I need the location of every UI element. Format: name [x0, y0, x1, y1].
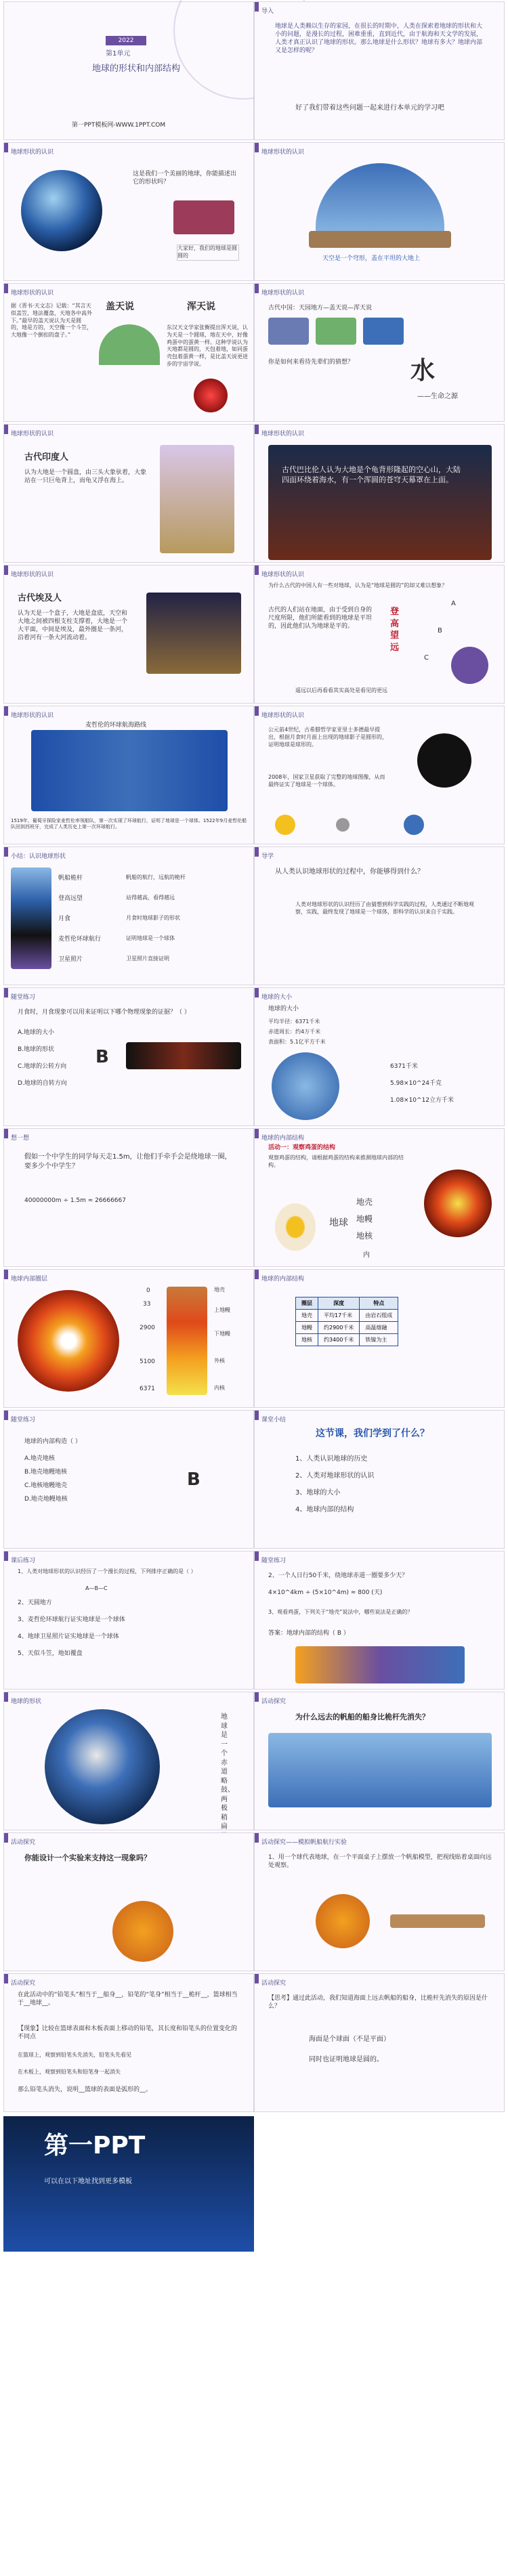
question: 从人类认识地球形状的过程中，你能够得到什么？ [275, 868, 424, 876]
slide-5[interactable] [3, 283, 254, 422]
slide-header: 地球形状的认识 [261, 290, 305, 297]
slide-header: 地球的形状 [11, 1698, 42, 1705]
slide-number-bar [255, 284, 259, 293]
option-b[interactable]: B.地壳地幔地核 [24, 1469, 68, 1476]
dome-illustration [316, 163, 444, 238]
slide-18[interactable] [254, 1128, 505, 1267]
ball-image [316, 1894, 370, 1948]
summary-item: 3、地球的大小 [295, 1489, 341, 1497]
label-inner-core: 内核 [214, 1385, 225, 1391]
vertical-title: 登高望远 [390, 607, 400, 653]
ball-image [112, 1901, 173, 1962]
table-cell: 约3400千米 [318, 1334, 360, 1346]
slide-22[interactable] [254, 1410, 505, 1549]
table-cell: 地壳 [296, 1310, 318, 1322]
slide-number-bar [255, 1551, 259, 1561]
question-3: 3、观看鸡蛋，下列关于“地壳”说法中，哪些说法是正确的？ [268, 1609, 413, 1615]
egypt-title: 古代埃及人 [18, 593, 62, 603]
slide-header: 地球的内部结构 [261, 1276, 305, 1283]
table-cell: 平均17千米 [318, 1310, 360, 1322]
option-d[interactable]: D.地球的自转方向 [18, 1080, 67, 1087]
option-a[interactable]: A.地壳地核 [24, 1455, 55, 1462]
depth-2900: 2900 [140, 1325, 155, 1331]
row-2: 赤道周长：约4万千米 [268, 1029, 321, 1035]
slide-13[interactable] [3, 846, 254, 985]
right-text: 东汉天文学家张衡提出浑天说，认为天是一个圆球，地在天中，好像鸡蛋中的蛋黄一样。这种学说认为天地都是圆的，天包着地，如同蛋壳包着蛋黄一样，是比盖天说更进步的宇宙学说。 [167, 324, 248, 367]
slide-number-bar [4, 1833, 8, 1843]
answer-3: 答案：地球内部的结构（ B ） [268, 1630, 350, 1637]
slide-header: 课堂小结 [261, 1417, 287, 1423]
ad-footer[interactable] [3, 2116, 254, 2252]
earth-layers [18, 1290, 119, 1392]
fact-1: 公元前4世纪，古希腊哲学家亚里士多德最早提出，根据月食时月面上出现的地球影子是圆形的，证明地球是球形的。 [268, 727, 387, 748]
huntian-title: 浑天说 [187, 301, 215, 312]
slide-number-bar [255, 1411, 259, 1420]
moon-icon [336, 818, 350, 832]
earth-photo [45, 1709, 160, 1824]
slide-header: 地球形状的认识 [261, 572, 305, 578]
layer-bar [167, 1287, 207, 1395]
item-1: 帆船桅杆 [58, 875, 83, 882]
slide-title: 地球的形状和内部结构 [92, 64, 181, 74]
table-cell: 地核 [296, 1334, 318, 1346]
item-5-desc: 卫星照片直接证明 [126, 956, 169, 962]
slide-number-bar [4, 1270, 8, 1279]
slide-9[interactable] [3, 565, 254, 704]
question: 为什么远去的帆船的船身比桅杆先消失？ [295, 1713, 429, 1721]
slide-30[interactable] [254, 1973, 505, 2112]
map-title: 麦哲伦的环球航海路线 [85, 722, 147, 729]
question-2: 2、一个人日行50千米，绕地球赤道一圈要多少天？ [268, 1572, 408, 1579]
slide-number-bar [4, 847, 8, 857]
slide-29[interactable] [3, 1973, 254, 2112]
side-text: 地球是一个赤道略鼓、两极稍扁 [221, 1713, 234, 1830]
eclipse-image [417, 733, 471, 788]
slide-number-bar [255, 143, 259, 152]
slide-number-bar [255, 988, 259, 997]
slide-10[interactable] [254, 565, 505, 704]
slide-number-bar [255, 1129, 259, 1138]
slide-24[interactable] [254, 1551, 505, 1690]
slide-number-bar [255, 847, 259, 857]
slide-14[interactable] [254, 846, 505, 985]
slide-header: 活动探究 [261, 1980, 287, 1987]
paragraph-3: 同时也证明地球是圆的。 [309, 2056, 383, 2063]
slide-4[interactable] [254, 142, 505, 281]
paragraph-4: 在木板上，观察到铅笔头和铅笔身一起消失 [18, 2069, 121, 2075]
slide-header: 地球形状的认识 [261, 431, 305, 437]
slide-number-bar [255, 1974, 259, 1983]
left-text: 据《晋书·天文志》记载：“其言天似盖笠，地法覆盘，天地各中高外下。”最早的盖天说认为天是圆的，地是方的，天空像一个斗笠，大地像一个倒扣的盘子。” [11, 303, 92, 339]
question-text: 这是我们一个美丽的地球，你能描述出它的形状吗？ [133, 171, 237, 186]
question: 为什么古代的中国人有一些对地球，认为是“地球是圆的”的却又难以想象？ [268, 582, 448, 588]
core-label: 地核 [356, 1231, 373, 1241]
slide-number-bar [4, 284, 8, 293]
label-crust: 地壳 [214, 1287, 225, 1293]
slide-header: 地球形状的认识 [11, 290, 54, 297]
water-sub: ——生命之源 [417, 393, 458, 400]
summary-item: 2、人类对地球形状的认识 [295, 1472, 375, 1480]
slide-header: 地球形状的认识 [11, 712, 54, 719]
answer: 人类对地球形状的认识经历了由猜想到科学实践的过程，人类通过不断地观察，实践，最终发现了地球是一个球体，即科学的认识来自于实践。 [295, 901, 474, 915]
inner-label: 内 [363, 1251, 370, 1259]
slide-17[interactable] [3, 1128, 254, 1267]
exercise-item: 2、天圆地方 [18, 1600, 52, 1606]
earth-icon [404, 815, 424, 835]
layer-table [295, 1297, 398, 1346]
item-2-desc: 站得越高，看得越远 [126, 895, 175, 901]
crust-label: 地壳 [356, 1197, 373, 1207]
slide-header: 地球的内部结构 [261, 1135, 305, 1142]
slide-16[interactable] [254, 987, 505, 1126]
option-d[interactable]: D.地壳地幔地核 [24, 1496, 68, 1503]
site-url: 第一PPT模板网-WWW.1PPT.COM [72, 122, 166, 129]
footer-text: 1519年，葡萄牙探险家麦哲伦率领船队，第一次实现了环球航行，证明了地球是一个球体。1522年9月麦哲伦船队回到西班牙，完成了人类历史上第一次环球航行。 [11, 818, 247, 830]
slide-26[interactable] [254, 1692, 505, 1830]
value-1: 6371千米 [390, 1063, 418, 1070]
label-outer-core: 外核 [214, 1358, 225, 1364]
paragraph-3: 在篮球上，观察到铅笔头先消失，铅笔头先看见 [18, 2052, 131, 2058]
row-1: 平均半径：6371千米 [268, 1018, 320, 1025]
label-b: B [438, 627, 442, 635]
activity-title: 活动一：观察鸡蛋的结构 [268, 1144, 336, 1151]
babylon-image [268, 445, 492, 560]
bottom-text: 遥远以后再看看其实高处是看见的更远 [295, 687, 387, 693]
slide-21[interactable] [3, 1410, 254, 1549]
table-cell: 由岩石组成 [360, 1310, 398, 1322]
board-image [390, 1914, 485, 1928]
question: 月食时，月食现象可以用来证明以下哪个物理现象的证据？（ ） [18, 1009, 190, 1016]
india-body: 认为大地是一个圆盘，由三头大象驮着，大象站在一只巨龟背上，而龟又浮在海上。 [24, 469, 147, 485]
diagram-image [295, 1646, 465, 1683]
slide-header: 地球形状的认识 [11, 431, 54, 437]
table-cell: 铁镍为主 [360, 1334, 398, 1346]
slide-number-bar [4, 143, 8, 152]
egg-image [275, 1203, 316, 1251]
slide-number-bar [255, 1833, 259, 1843]
slide-header: 活动探究 [261, 1698, 287, 1705]
callout-box [173, 200, 234, 234]
slide-number-bar [255, 2, 259, 12]
exercise-item: 3、麦哲伦环球航行证实地球是一个球体 [18, 1616, 125, 1623]
depth-6371: 6371 [140, 1386, 155, 1392]
exercise-item: 5、天似斗笠，地如覆盘 [18, 1650, 83, 1657]
slide-number-bar [255, 706, 259, 716]
row-3: 表面积：5.1亿平方千米 [268, 1039, 326, 1045]
india-illustration [160, 445, 234, 553]
answer-letter: B [187, 1469, 200, 1490]
table-header: 特点 [360, 1297, 398, 1310]
side-text: 古代的人们站在地面，由于受到自身的尺度所限，他们所能看到的地球是平坦的，因此他们认为地球是平的。 [268, 607, 373, 630]
note-text: 你是如何来看待先辈们的猜想？ [268, 359, 354, 366]
paragraph-1: 在此活动中的“铅笔头”相当于__船身__，铅笔的“笔身”相当于__桅杆__，篮球相当于__地球__。 [18, 1992, 238, 2007]
depth-33: 33 [143, 1301, 151, 1308]
summary-item: 4、地球内部的结构 [295, 1506, 354, 1514]
slide-1[interactable] [3, 1, 254, 140]
item-4: 麦哲伦环球航行 [58, 936, 102, 943]
earth-cutaway [424, 1169, 492, 1237]
slide-header: 地球的大小 [261, 994, 293, 1001]
sun-icon [275, 815, 295, 835]
instruction: 1、用一个球代表地球，在一个平面桌子上摆放一个帆船模型，把视线贴着桌面向远处观察。 [268, 1854, 492, 1870]
slide-number-bar [4, 1974, 8, 1983]
table-cell: 高温熔融 [360, 1322, 398, 1334]
summary-item: 1、人类认识地球的历史 [295, 1455, 368, 1463]
item-3-desc: 月食时地球影子的形状 [126, 915, 180, 921]
mantle-label: 地幔 [356, 1214, 373, 1224]
earth-globe [272, 1052, 339, 1120]
slide-header: 导学 [261, 853, 274, 860]
small-note: 大家好，我们的地球是圆圆的 [177, 244, 239, 261]
sea-image [268, 1733, 492, 1807]
value-2: 5.98×10^24千克 [390, 1080, 442, 1087]
badge: 2022 [106, 36, 146, 45]
slide-header: 地球形状的认识 [11, 572, 54, 578]
option-b[interactable]: B.地球的形状 [18, 1046, 55, 1053]
slide-number-bar [255, 1692, 259, 1702]
intro-prompt: 好了我们带着这些问题一起来进行本单元的学习吧 [295, 104, 444, 112]
slide-header: 地球形状的认识 [11, 149, 54, 156]
depth-0: 0 [146, 1287, 150, 1294]
moon-phase-strip [126, 1042, 241, 1069]
purple-disk [451, 647, 488, 684]
label-upper-mantle: 上地幔 [214, 1307, 230, 1313]
paragraph-5: 那么铅笔头消失，说明__篮球的表面是弧形的__。 [18, 2086, 152, 2093]
slide-header: 活动探究——模拟帆船航行实验 [261, 1839, 347, 1846]
slide-header: 活动探究 [11, 1980, 36, 1987]
slide-12[interactable] [254, 706, 505, 844]
slide-header: 课后练习 [11, 1558, 36, 1564]
babylon-text: 古代巴比伦人认为大地是个龟背形隆起的空心山，大陆四面环绕着海水，有一个浑圆的苍穹天幕罩在上面。 [282, 465, 461, 484]
slide-25[interactable] [3, 1692, 254, 1830]
exercise-sub: A—B—C [85, 1585, 108, 1591]
earth-label: 地球 [329, 1218, 348, 1228]
slide-header: 地球形状的认识 [261, 712, 305, 719]
fact-2: 2008年，国家卫星获取了完整的地球图像，从而最终证实了地球是一个球体。 [268, 774, 385, 788]
item-3: 月食 [58, 916, 71, 922]
slide-8[interactable] [254, 424, 505, 563]
slide-2[interactable] [254, 1, 505, 140]
table-cell: 约2900千米 [318, 1322, 360, 1334]
slide-23[interactable] [3, 1551, 254, 1690]
water-char: 水 [410, 357, 436, 385]
slide-header: 地球内部圈层 [11, 1276, 48, 1283]
slide-28[interactable] [254, 1832, 505, 1971]
value-3: 1.08×10^12立方千米 [390, 1097, 454, 1104]
image-column [11, 867, 51, 969]
slide-header: 随堂练习 [11, 994, 36, 1001]
item-4-desc: 证明地球是一个球体 [126, 935, 175, 941]
slide-number-bar [4, 1551, 8, 1561]
question: 你能设计一个实验来支持这一现象吗？ [24, 1853, 151, 1862]
image-3 [363, 318, 404, 345]
exercise-item: 4、地球卫星照片证实地球是一个球体 [18, 1633, 119, 1640]
slide-number-bar [4, 425, 8, 434]
caption: 古代中国：天园地方—盖天说—浑天说 [268, 305, 373, 312]
slide-header: 地球形状的认识 [261, 149, 305, 156]
slide-number-bar [4, 565, 8, 575]
item-5: 卫星照片 [58, 956, 83, 963]
earth-photo [21, 170, 102, 251]
item-1-desc: 帆船的航行，远航的桅杆 [126, 874, 186, 880]
option-a[interactable]: A.地球的大小 [18, 1029, 54, 1036]
slide-3[interactable] [3, 142, 254, 281]
exercise-item: 1、人类对地球形状的认识经历了一个漫长的过程，下列排序正确的是（ ） [18, 1568, 196, 1574]
land-illustration [309, 231, 451, 248]
slide-number-bar [4, 1411, 8, 1420]
slide-number-bar [4, 1692, 8, 1702]
slide-number-bar [4, 706, 8, 716]
option-c[interactable]: C.地球的公转方向 [18, 1063, 67, 1070]
slide-header: 导入 [261, 8, 274, 15]
intro-text: 地球是人类赖以生存的家园，在很长的时期中，人类在探索着地球的形状和大小的问题，是漫长的过程，困难重重，直到近代，由于航海和天文学的发展，人类才真正认识了地球的形状。那么地球是什么形状？地球有多大？地球内部又是怎样的呢？ [275, 23, 483, 55]
caption: 天空是一个穹形，盖在平坦的大地上 [322, 255, 421, 262]
slide-number-bar [4, 1129, 8, 1138]
table-cell: 地幔 [296, 1322, 318, 1334]
answer-2: 4×10^4km ÷ (5×10^4m) ≈ 800 (天) [268, 1589, 383, 1596]
slide-number-bar [255, 565, 259, 575]
slide-7[interactable] [3, 424, 254, 563]
egypt-image [146, 593, 241, 674]
depth-5100: 5100 [140, 1358, 155, 1365]
slide-6[interactable] [254, 283, 505, 422]
label-lower-mantle: 下地幔 [214, 1331, 230, 1337]
table-header: 深度 [318, 1297, 360, 1310]
question: 假如一个中学生的同学每天走1.5m，让他们手牵手会是绕地球一圈，要多少个中学生？ [24, 1153, 232, 1170]
label-c: C [424, 654, 429, 662]
image-2 [316, 318, 356, 345]
image-1 [268, 318, 309, 345]
slide-number-bar [255, 425, 259, 434]
india-title: 古代印度人 [24, 452, 69, 463]
option-c[interactable]: C.地核地幔地壳 [24, 1482, 68, 1489]
slide-number-bar [4, 988, 8, 997]
paragraph-1: 【思考】通过此活动，我们知道海面上远去帆船的船身，比桅杆先消失的原因是什么？ [268, 1995, 488, 2011]
slide-header: 想一想 [11, 1135, 30, 1142]
section-title: 地球的大小 [268, 1006, 299, 1012]
gaitian-dome [99, 324, 160, 365]
slide-header: 随堂练习 [11, 1417, 36, 1423]
slide-11[interactable] [3, 706, 254, 844]
gaitian-title: 盖天说 [106, 301, 134, 312]
ad-subtitle: 可以在以下地址找到更多模板 [44, 2178, 132, 2185]
slide-header: 活动探究 [11, 1839, 36, 1846]
huntian-sphere [194, 379, 228, 412]
activity-desc: 观察鸡蛋的结构，请根据鸡蛋的结构来推测地球内部的结构。 [268, 1155, 404, 1168]
slide-header: 随堂练习 [261, 1558, 287, 1564]
slide-number-bar [255, 1270, 259, 1279]
paragraph-2: 【现象】比较在篮球表面和木板表面上移动的铅笔，其长度和铅笔头的位置变化的不同点 [18, 2025, 238, 2041]
summary-title: 这节课，我们学到了什么？ [316, 1428, 429, 1439]
paragraph-2: 海面是个球面（不是平面） [309, 2036, 390, 2043]
question: 地球的内部构造（ ） [24, 1438, 81, 1445]
slide-header: 小结：认识地球形状 [11, 853, 66, 860]
item-2: 登高远望 [58, 895, 83, 902]
unit-label: 第1单元 [106, 50, 131, 58]
table-header: 圈层 [296, 1297, 318, 1310]
ad-logo: 第一PPT [44, 2132, 146, 2160]
slide-19[interactable] [3, 1269, 254, 1408]
label-a: A [451, 600, 456, 607]
slide-27[interactable] [3, 1832, 254, 1971]
formula: 40000000m ÷ 1.5m ≈ 26666667 [24, 1197, 126, 1204]
slide-20[interactable] [254, 1269, 505, 1408]
slide-15[interactable] [3, 987, 254, 1126]
world-map [31, 730, 228, 811]
answer-letter: B [96, 1047, 109, 1067]
egypt-body: 认为天是一个盒子，大地是盒底，天空和大地之间被四根支柱支撑着，大地是一个大平面，中间是埃及，最外圈是一条河，沿着河有一条大河流动着。 [18, 610, 128, 642]
